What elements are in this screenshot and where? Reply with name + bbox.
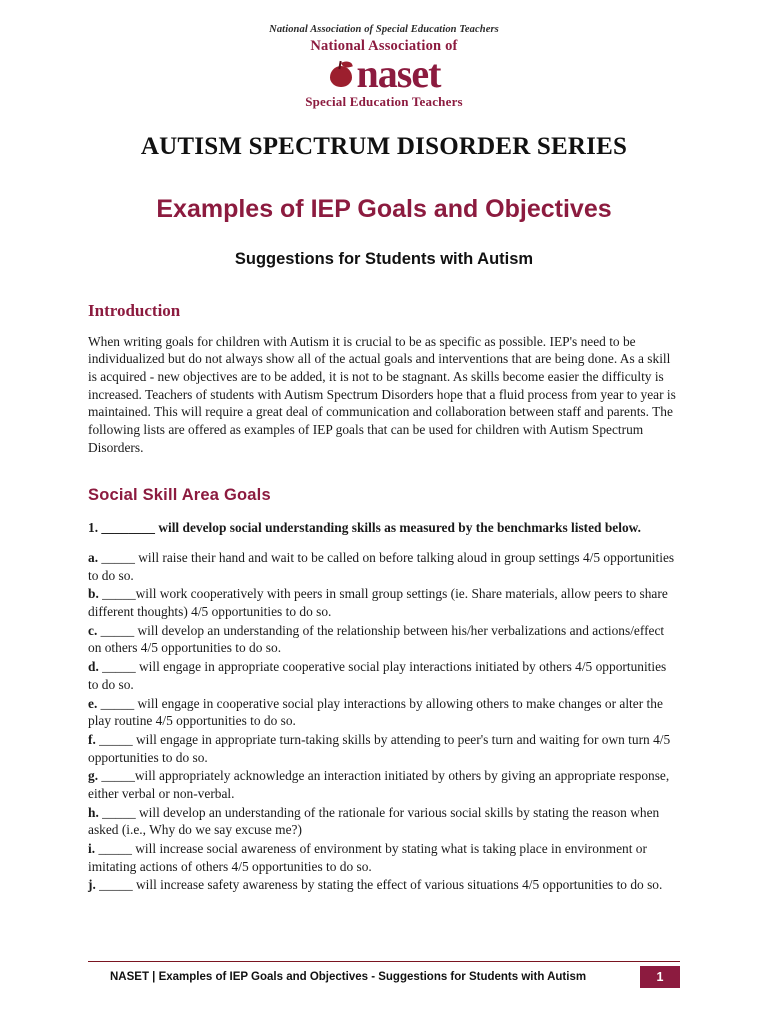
benchmark-label: e. <box>88 695 98 711</box>
list-item <box>88 549 680 584</box>
benchmark-text: _____ will develop an understanding of the rationale for various social skills by stating the reason when asked (i.e., Why do we say excuse me?) <box>88 804 660 838</box>
footer-divider <box>88 961 680 962</box>
social-skill-area-goals-heading: Social Skill Area Goals <box>88 486 271 505</box>
list-item <box>88 731 680 766</box>
logo-top-text: National Association of <box>310 38 458 54</box>
benchmark-label: h. <box>88 804 99 820</box>
benchmark-text: _____will work cooperatively with peers in small group settings (ie. Share materials, allow peers to share different thoughts) 4/5 opportunities to do so. <box>88 586 668 620</box>
list-item <box>88 585 680 620</box>
list-item <box>88 695 680 730</box>
benchmark-label: d. <box>88 659 99 675</box>
benchmark-text: _____ will engage in cooperative social play interactions by allowing others to make changes or alter the play routine 4/5 opportunities to do so. <box>88 695 663 729</box>
logo-wordmark: naset <box>356 50 441 96</box>
benchmark-text: _____ will increase social awareness of environment by stating what is taking place in environment or imitating actions of others 4/5 opportunities to do so. <box>88 841 647 874</box>
list-item <box>88 876 680 894</box>
apple-icon <box>328 59 354 89</box>
benchmark-label: c. <box>88 622 98 638</box>
page-title: Examples of IEP Goals and Objectives <box>156 194 612 223</box>
naset-logo <box>88 39 680 111</box>
benchmark-list <box>88 549 680 894</box>
list-item <box>88 804 680 839</box>
benchmark-text: _____ will increase safety awareness by stating the effect of various situations 4/5 opportunities to do so. <box>99 877 663 893</box>
goal-statement <box>88 519 680 537</box>
page-number: 1 <box>640 966 680 988</box>
benchmark-label: b. <box>88 586 99 602</box>
benchmark-text: _____ will engage in appropriate cooperative social play interactions initiated by others 4/5 opportunities to do so. <box>88 659 667 692</box>
benchmark-text: _____ will engage in appropriate turn-taking skills by attending to peer's turn and waiting for own turn 4/5 opportunities to do so. <box>88 731 671 765</box>
organization-name: National Association of Special Education Teachers <box>269 24 499 35</box>
list-item <box>88 767 680 802</box>
introduction-paragraph: When writing goals for children with Autism it is crucial to be as specific as possible. IEP's need to be individualized but do not always show all of the actual goals and interventions that are being done. As a skill is acquired - new objectives are to be added, it is not to be stagnant. As skills become easier the difficulty is increased. Teachers of students with Autism Spectrum Disorders hope that a fluid process from year to year is maintained. This will require a great deal of communication and collaboration between staff and parents. The following lists are offered as examples of IEP goals that can be used for children with Autism Spectrum Disorders. <box>88 333 676 455</box>
benchmark-label: a. <box>88 550 99 565</box>
benchmark-label: j. <box>88 877 96 893</box>
footer-text: NASET | Examples of IEP Goals and Objectives - Suggestions for Students with Autism <box>110 970 587 983</box>
benchmark-text: _____ will raise their hand and wait to be called on before talking aloud in group settings 4/5 opportunities to do so. <box>88 550 675 583</box>
goal-text: ________ will develop social understanding skills as measured by the benchmarks listed below. <box>101 520 641 536</box>
series-title: AUTISM SPECTRUM DISORDER SERIES <box>140 132 628 160</box>
page-footer <box>88 961 680 988</box>
benchmark-label: g. <box>88 768 99 784</box>
list-item <box>88 622 680 657</box>
benchmark-label: i. <box>88 841 96 856</box>
logo-bottom-text: Special Education Teachers <box>305 93 463 109</box>
page-subtitle: Suggestions for Students with Autism <box>234 249 534 268</box>
benchmark-label: f. <box>88 731 96 747</box>
goal-number: 1. <box>88 520 99 536</box>
benchmark-text: _____ will develop an understanding of the relationship between his/her verbalizations and actions/effect on others 4/5 opportunities to do so. <box>88 622 665 656</box>
benchmark-text: _____will appropriately acknowledge an interaction initiated by others by giving an appropriate response, either verbal or non-verbal. <box>88 768 670 801</box>
list-item <box>88 840 680 875</box>
introduction-heading: Introduction <box>88 300 181 320</box>
list-item <box>88 658 680 693</box>
